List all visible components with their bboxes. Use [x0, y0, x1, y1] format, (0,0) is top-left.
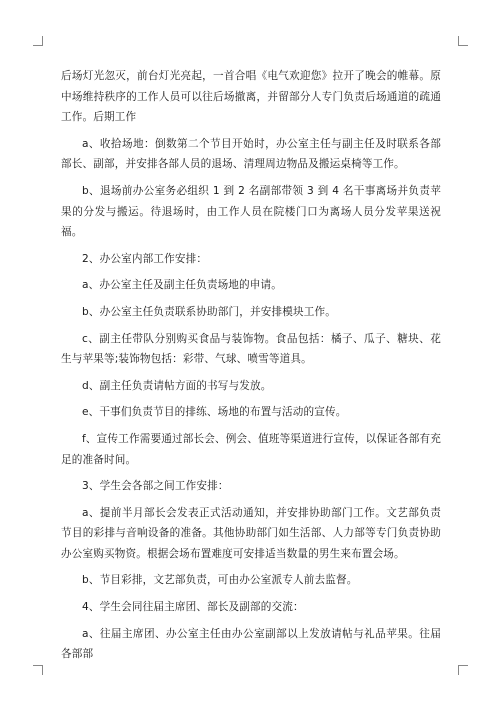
paragraph: d、副主任负责请帖方面的书写与发放。	[82, 379, 272, 392]
paragraph: 4、学生会同往届主席团、部长及副部的交流：	[82, 601, 304, 614]
paragraph: 后场灯光忽灭，前台灯光亮起，一首合唱《电气欢迎您》拉开了晚会的帷幕。原中场维持秩序的工作人员可以往后场撤离，并留部分人专门负责后场通道的疏通工作。后期工作	[61, 70, 441, 124]
paragraph: 2、办公室内部工作安排：	[82, 252, 208, 265]
crop-mark-bottom-left	[33, 665, 43, 675]
paragraph: a、收拾场地：倒数第二个节目开始时，办公室主任与副主任及时联系各部部长、副部，并安排各部人员的退场、清理周边物品及搬运桌椅等工作。	[61, 137, 441, 171]
crop-mark-top-right	[458, 36, 468, 46]
document-body	[61, 66, 441, 671]
paragraph: e、干事们负责节目的排练、场地的布置与活动的宣传。	[82, 406, 347, 419]
paragraph: 3、学生会各部之间工作安排：	[82, 480, 229, 493]
crop-mark-top-left	[33, 36, 43, 46]
paragraph: b、退场前办公室务必组织 1 到 2 名副部带领 3 到 4 名干事离场并负责苹果的分发与搬运。待退场时，由工作人员在院楼门口为离场人员分发苹果送祝福。	[61, 184, 441, 239]
paragraph: f、宣传工作需要通过部长会、例会、值班等渠道进行宣传，以保证各部有充足的准备时间。	[61, 432, 441, 466]
paragraph: a、提前半月部长会发表正式活动通知，并安排协助部门工作。文艺部负责节目的彩排与音响设备的准备。其他协助部门如生活部、人力部等专门负责协助办公室购买物资。根据会场布置难度可安排适当数量的男生来布置会场。	[61, 506, 441, 560]
paragraph: b、办公室主任负责联系协助部门，并安排模块工作。	[82, 305, 336, 318]
crop-mark-bottom-right	[458, 665, 468, 675]
paragraph: c、副主任带队分别购买食品与装饰物。食品包括：橘子、瓜子、糖块、花生与苹果等;装饰物包括：彩带、气球、喷雪等道具。	[61, 332, 441, 366]
paragraph: a、办公室主任及副主任负责场地的申请。	[82, 279, 283, 292]
paragraph: b、节目彩排，文艺部负责，可由办公室派专人前去监督。	[82, 574, 358, 587]
paragraph: a、往届主席团、办公室主任由办公室副部以上发放请帖与礼品苹果。往届各部部	[61, 627, 441, 661]
